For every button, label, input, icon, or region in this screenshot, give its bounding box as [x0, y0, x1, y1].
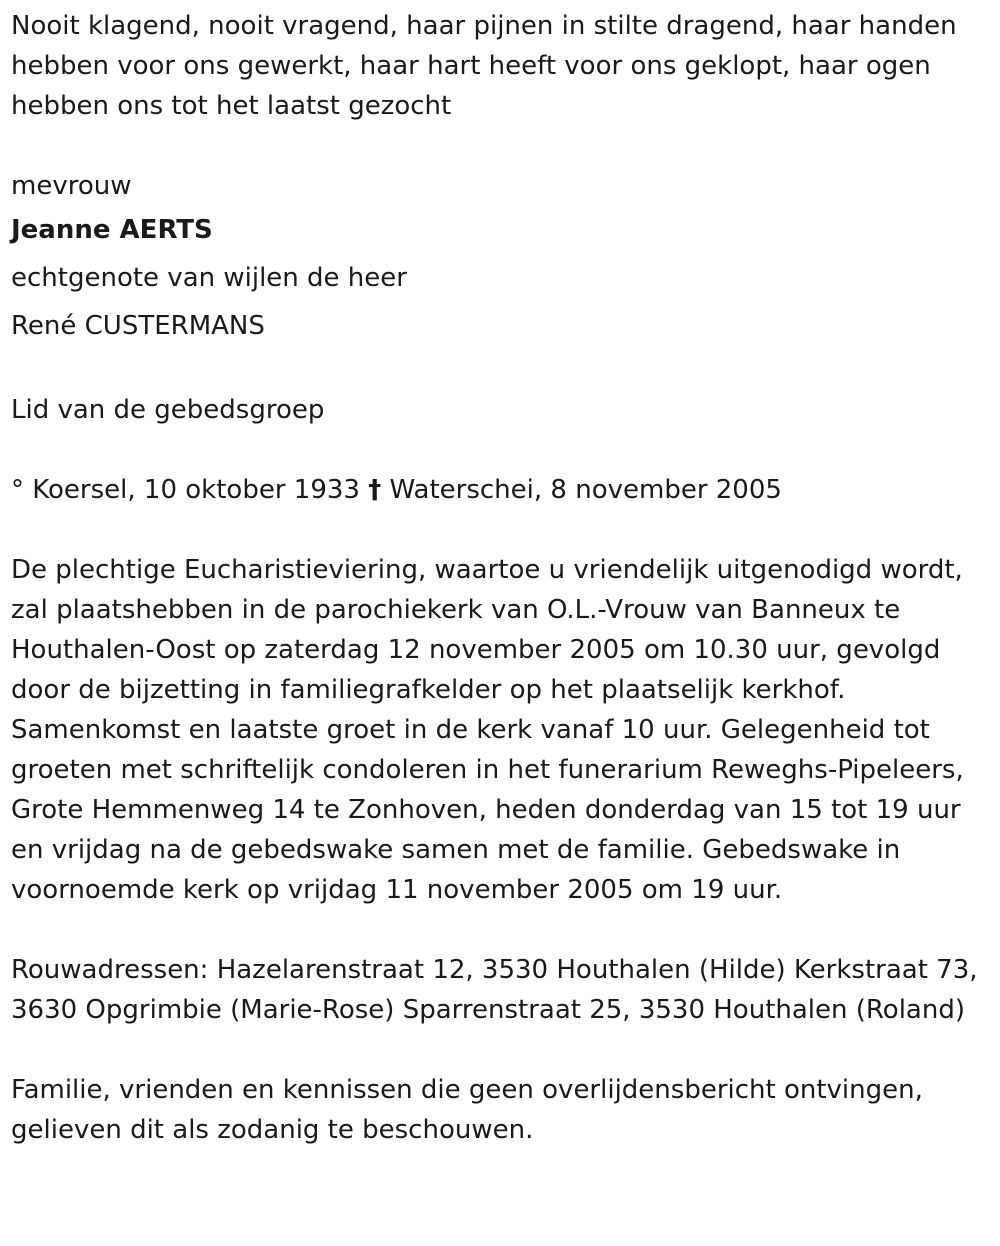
obituary-document	[11, 6, 991, 1150]
title-prefix: mevrouw	[11, 171, 132, 201]
ceremony-text: De plechtige Eucharistieviering, waartoe u vriendelijk uitgenodigd wordt, zal plaatshebben in de parochiekerk van O.L.-Vrouw van Banneux te Houthalen-Oost op zaterdag 12 november 2005 om 10.30 uur, gevolgd door de bijzetting in familiegrafkelder op het plaatselijk kerkhof. Samenkomst en laatste groet in de kerk vanaf 10 uur. Gelegenheid tot groeten met schriftelijk condoleren in het funerarium Reweghs-Pipeleers, Grote Hemmenweg 14 te Zonhoven, heden donderdag van 15 tot 19 uur en vrijdag na de gebedswake samen met de familie. Gebedswake in voornoemde kerk op vrijdag 11 november 2005 om 19 uur.	[11, 555, 964, 905]
quote-text: Nooit klagend, nooit vragend, haar pijnen in stilte dragend, haar handen hebben voor ons gewerkt, haar hart heeft voor ons geklopt, haar ogen hebben ons tot het laatst gezocht	[11, 11, 957, 121]
deceased-name: Jeanne AERTS	[11, 215, 213, 245]
cross-icon: †	[368, 475, 382, 505]
addresses-text: Rouwadressen: Hazelarenstraat 12, 3530 Houthalen (Hilde) Kerkstraat 73, 3630 Opgrimbie (Marie-Rose) Sparrenstraat 25, 3530 Houthalen (Roland)	[11, 955, 978, 1025]
life-dates	[11, 470, 991, 510]
spouse-name: René CUSTERMANS	[11, 311, 265, 341]
spouse-intro: echtgenote van wijlen de heer	[11, 263, 407, 293]
membership-text: Lid van de gebedsgroep	[11, 395, 325, 425]
death-text: Waterschei, 8 november 2005	[389, 475, 782, 505]
closing-text: Familie, vrienden en kennissen die geen overlijdensbericht ontvingen, gelieven dit als zodanig te beschouwen.	[11, 1075, 923, 1145]
birth-text: ° Koersel, 10 oktober 1933	[11, 475, 360, 505]
